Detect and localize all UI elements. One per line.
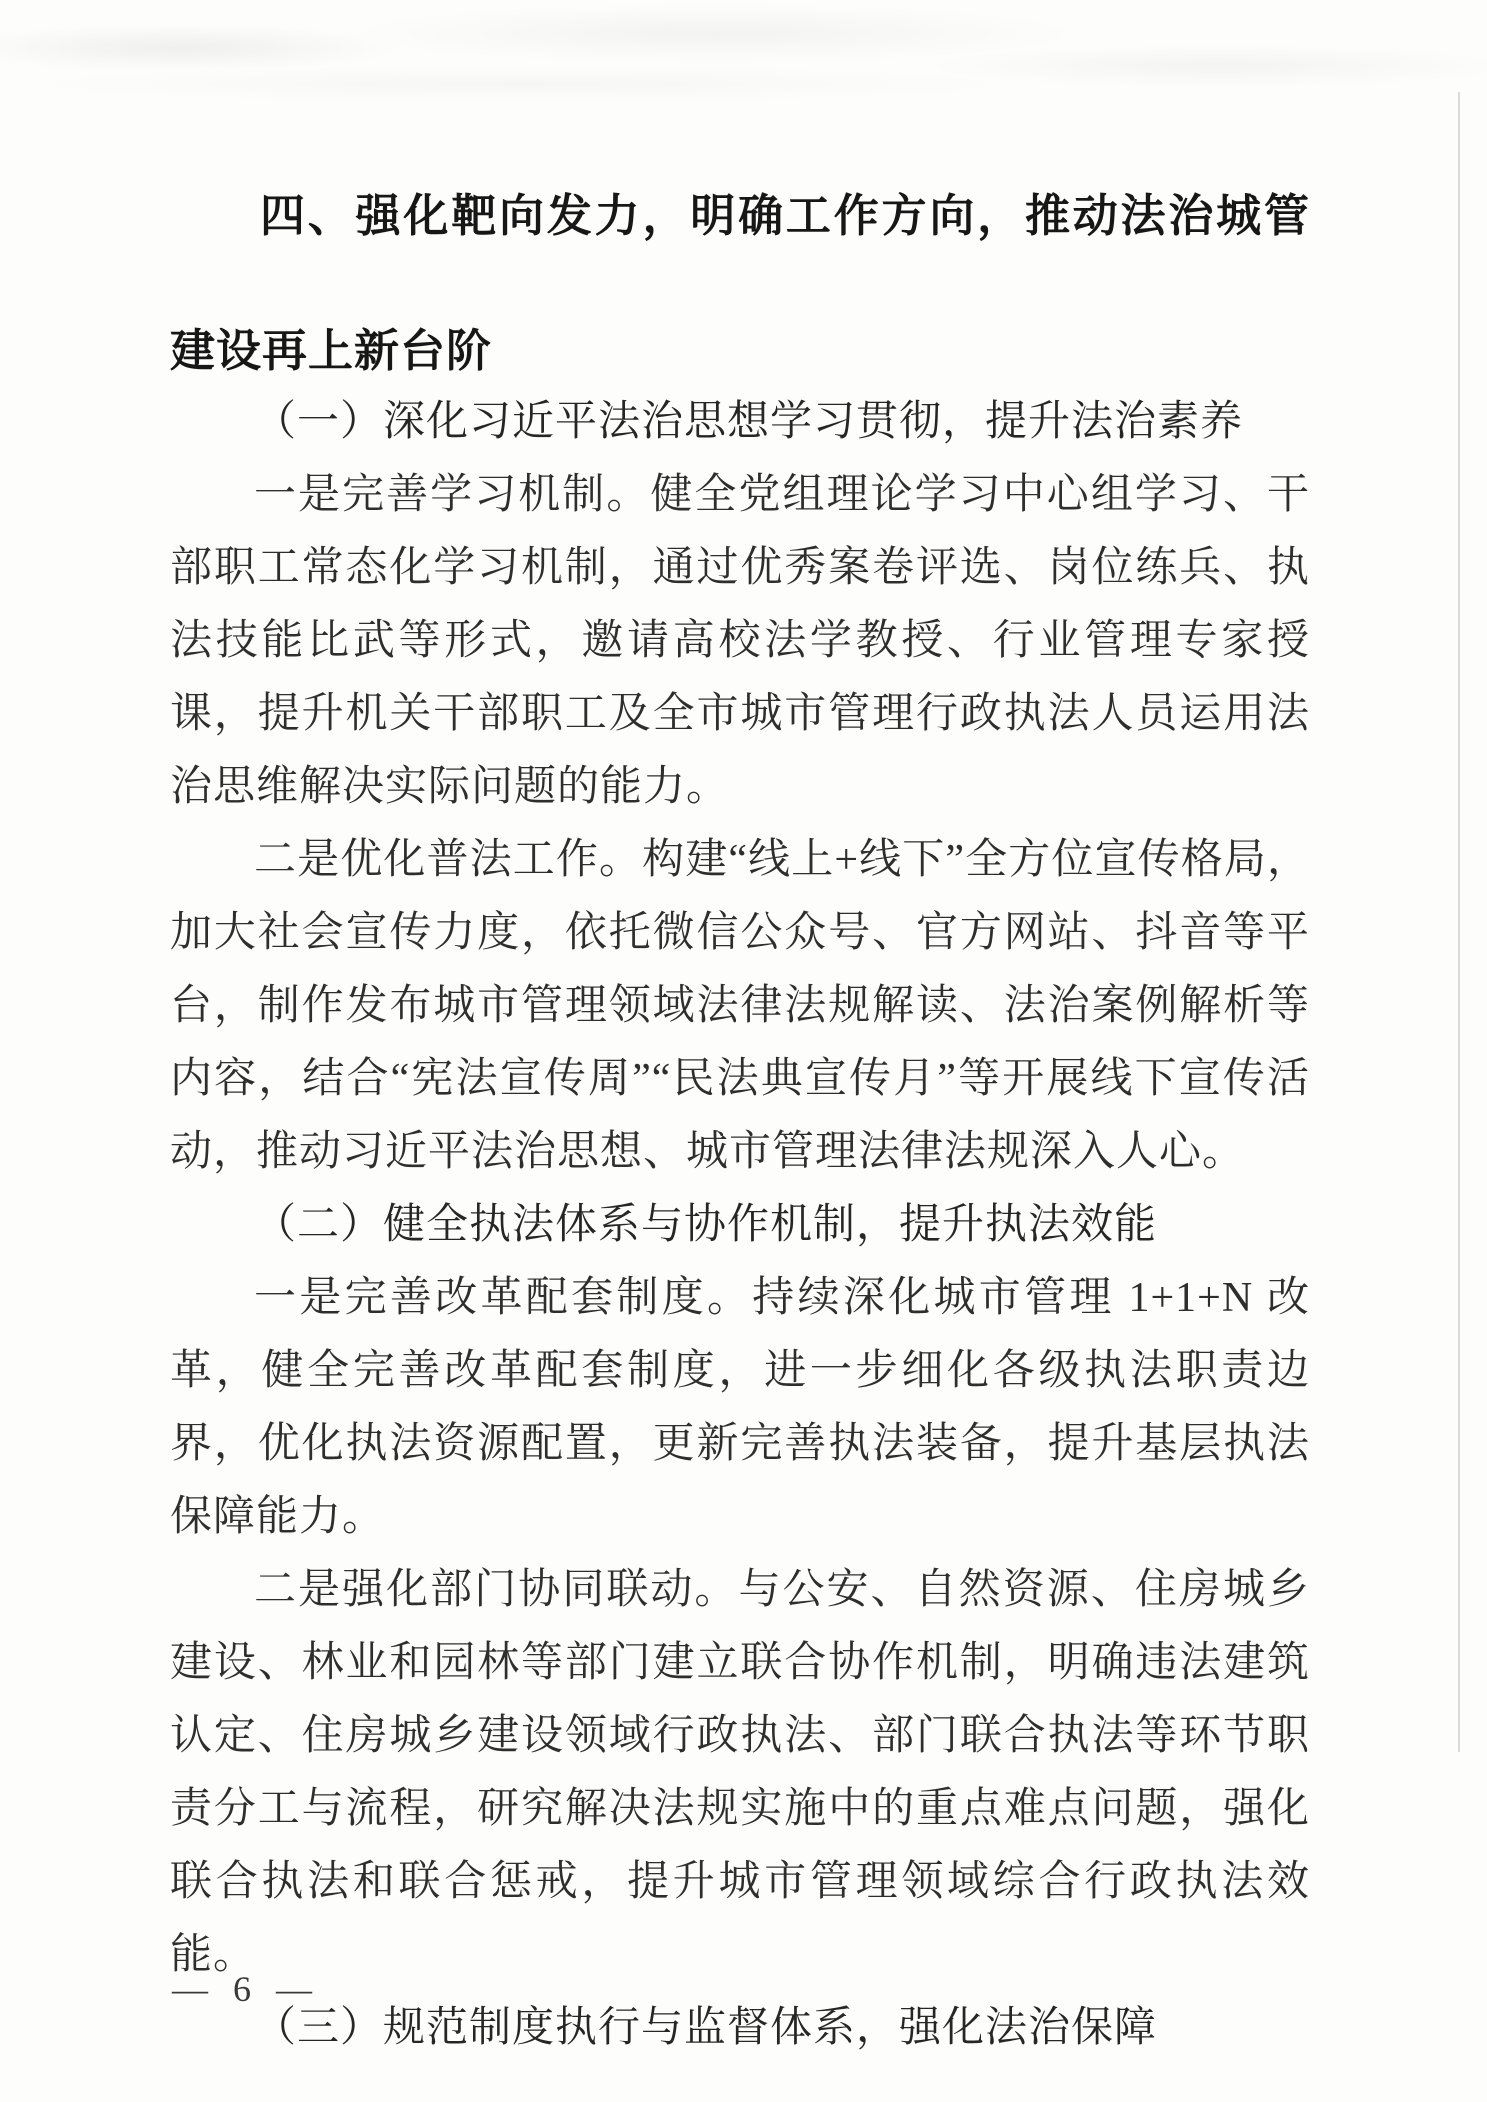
paragraph-1-2: 二是优化普法工作。构建“线上+线下”全方位宣传格局，加大社会宣传力度，依托微信公众号、官方网站、抖音等平台，制作发布城市管理领域法律法规解读、法治案例解析等内容，结合“宪法宣传周”“民法典宣传月”等开展线下宣传活动，推动习近平法治思想、城市管理法律法规深入人心。 xyxy=(170,837,1310,1175)
page-number: — 6 — xyxy=(172,1969,320,2009)
subsection-heading-1: （一）深化习近平法治思想学习贯彻，提升法治素养 xyxy=(254,399,1244,445)
paragraph-2-2: 二是强化部门协同联动。与公安、自然资源、住房城乡建设、林业和园林等部门建立联合协作机制，明确违法建筑认定、住房城乡建设领域行政执法、部门联合执法等环节职责分工与流程，研究解决法规实施中的重点难点问题，强化联合执法和联合惩戒，提升城市管理领域综合行政执法效能。 xyxy=(170,1567,1310,1978)
subsection-heading-2: （二）健全执法体系与协作机制，提升执法效能 xyxy=(254,1202,1158,1248)
section-heading: 四、强化靶向发力，明确工作方向，推动法治城管建设再上新台阶 xyxy=(170,190,1310,376)
paragraph-2-1: 一是完善改革配套制度。持续深化城市管理 1+1+N 改革，健全完善改革配套制度，进一步细化各级执法职责边界，优化执法资源配置，更新完善执法装备，提升基层执法保障能力。 xyxy=(170,1275,1310,1540)
scan-noise-texture xyxy=(0,0,1487,120)
subsection-heading-3: （三）规范制度执行与监督体系，强化法治保障 xyxy=(254,2005,1158,2051)
scan-artifact-line xyxy=(1458,92,1460,1752)
document-body xyxy=(170,148,1310,2065)
paragraph-1-1: 一是完善学习机制。健全党组理论学习中心组学习、干部职工常态化学习机制，通过优秀案卷评选、岗位练兵、执法技能比武等形式，邀请高校法学教授、行业管理专家授课，提升机关干部职工及全市城市管理行政执法人员运用法治思维解决实际问题的能力。 xyxy=(170,472,1310,810)
